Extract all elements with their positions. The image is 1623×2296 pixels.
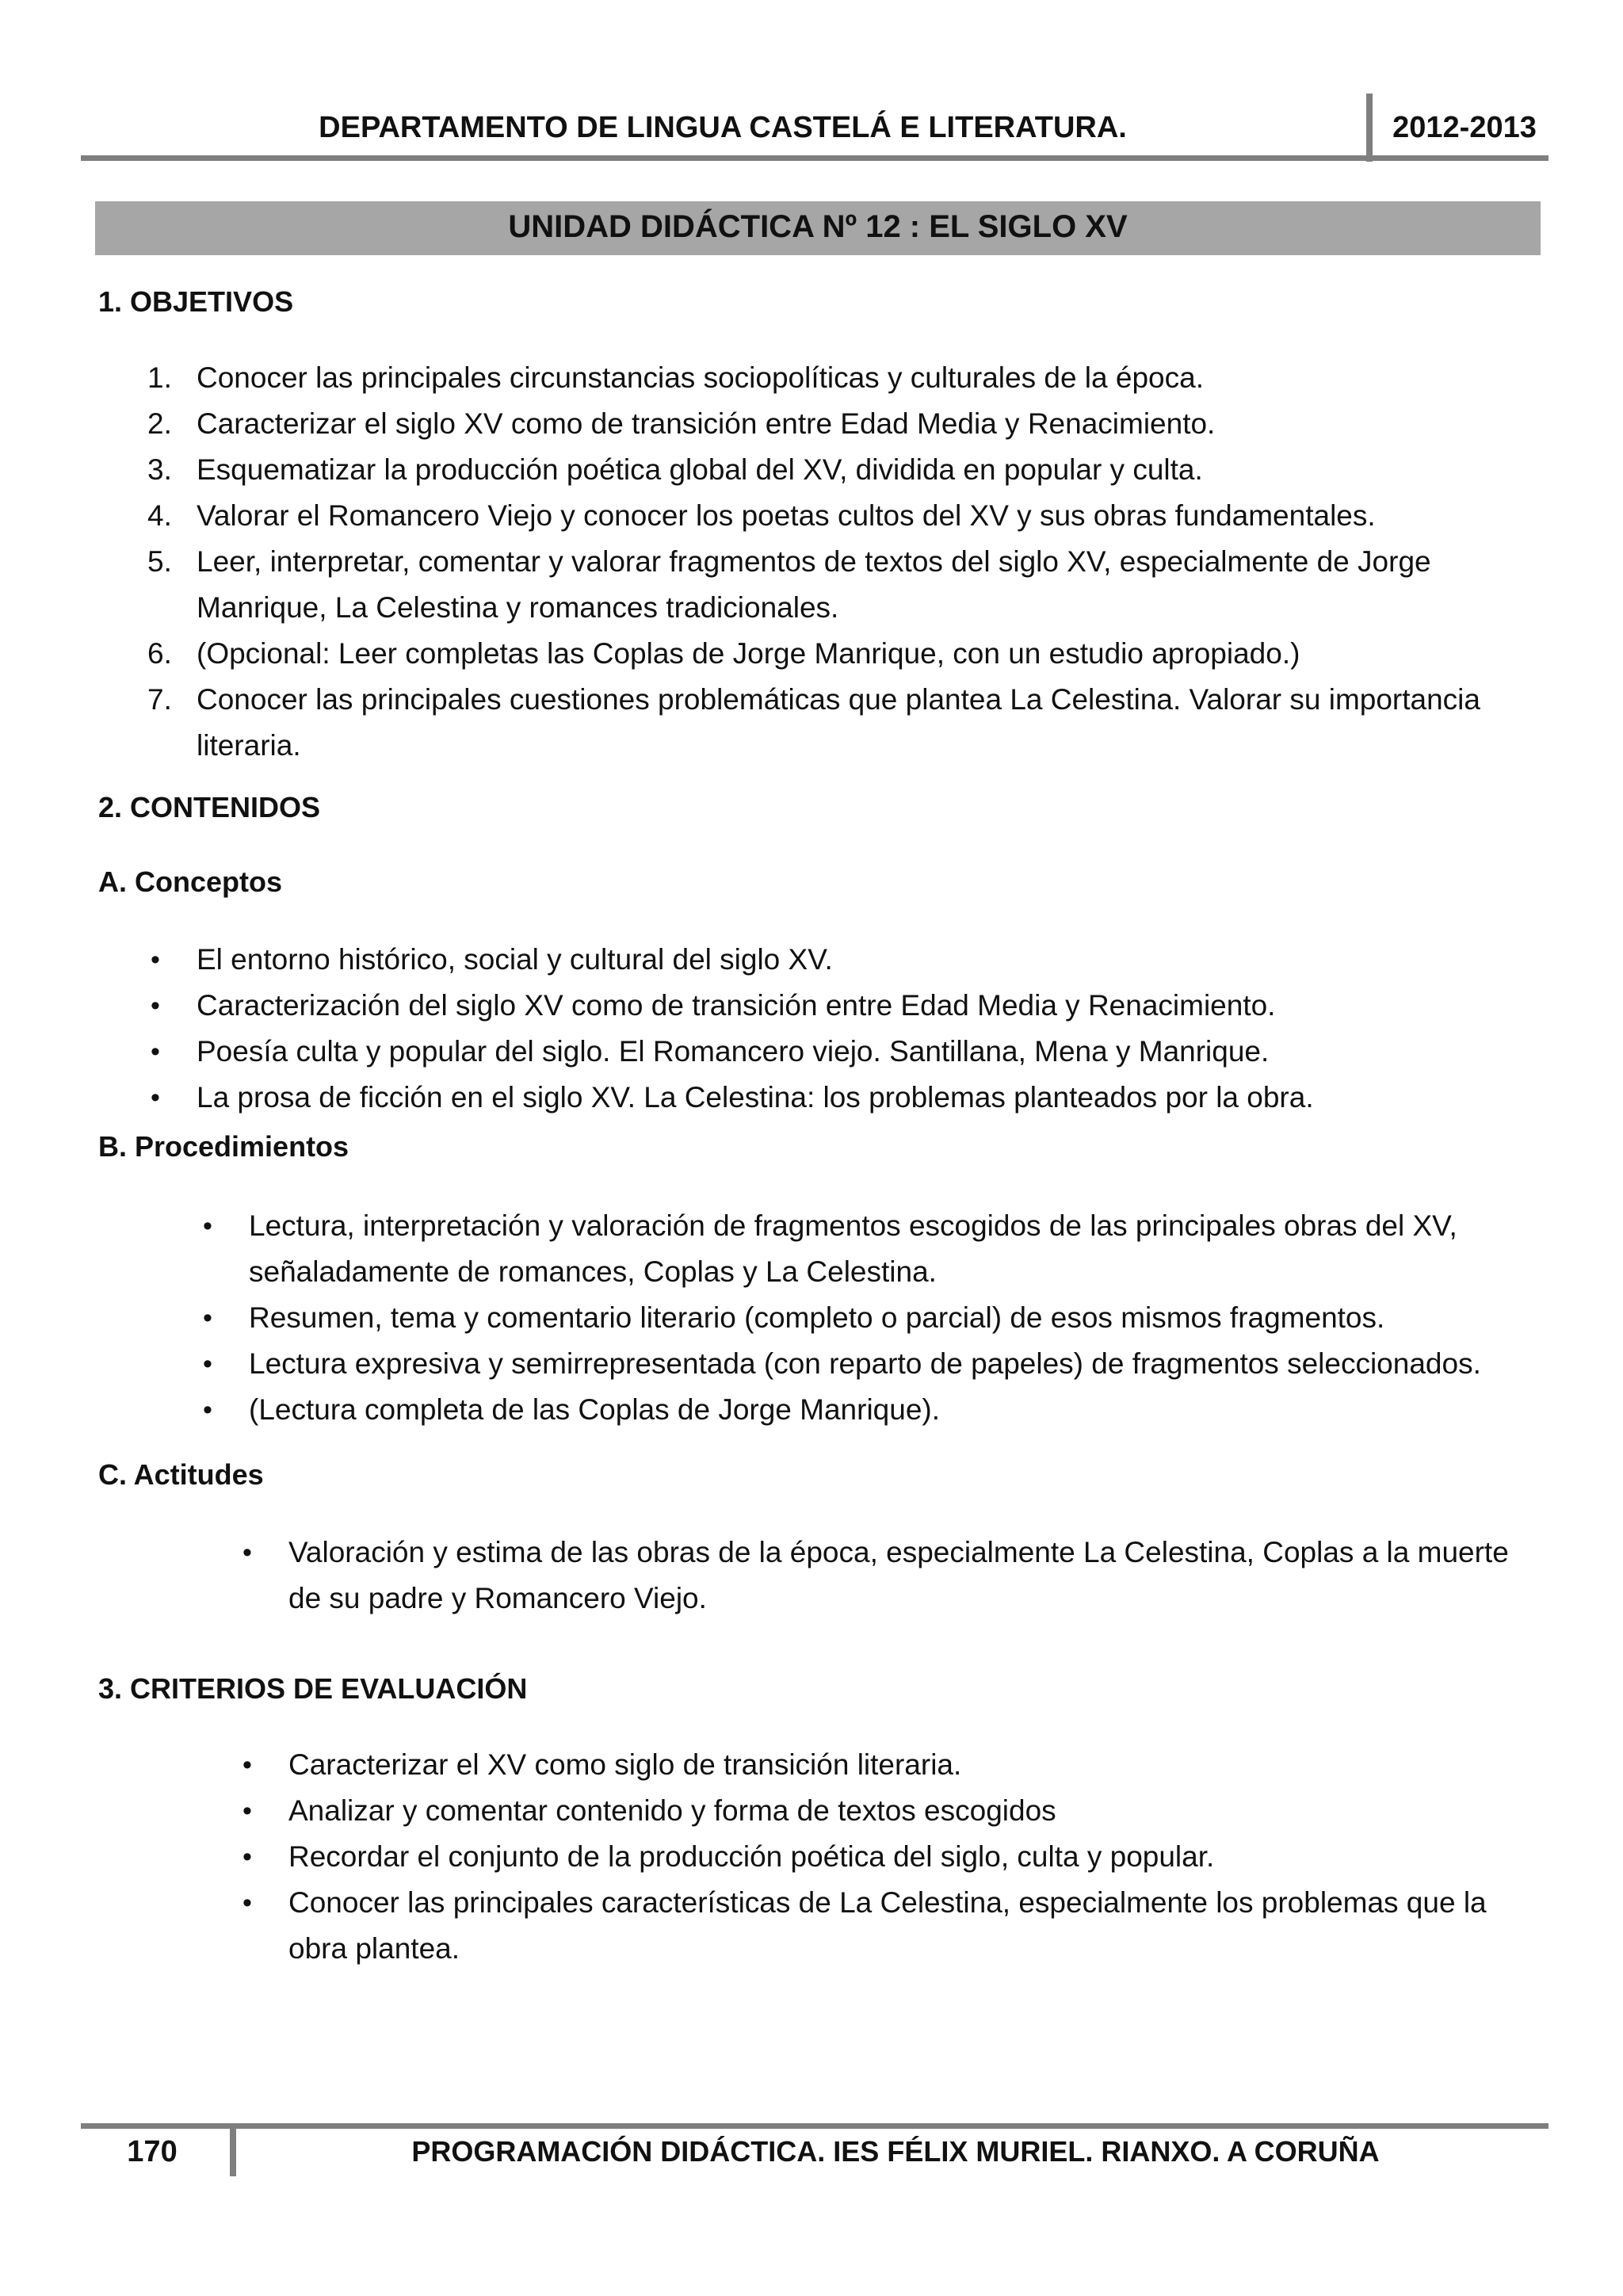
item-text: Conocer las principales características de La Celestina, especialmente los problemas que la obra plantea. <box>288 1886 1487 1965</box>
list-item <box>147 493 1542 539</box>
list-item <box>147 983 1542 1029</box>
item-text: Lectura, interpretación y valoración de fragmentos escogidos de las principales obras del XV, señaladamente de romances, Coplas y La Celestina. <box>249 1209 1457 1288</box>
conceptos-heading: A. Conceptos <box>98 865 283 898</box>
procedimientos-heading: B. Procedimientos <box>98 1130 349 1163</box>
list-item <box>147 1075 1542 1121</box>
bullet-icon: • <box>242 1842 252 1872</box>
item-text: Resumen, tema y comentario literario (completo o parcial) de esos mismos fragmentos. <box>249 1301 1385 1334</box>
bullet-icon: • <box>151 1083 160 1113</box>
bullet-icon: • <box>242 1796 252 1826</box>
list-item <box>239 1834 1547 1880</box>
footer-text: PROGRAMACIÓN DIDÁCTICA. IES FÉLIX MURIEL. RIANXO. A CORUÑA <box>411 2135 1380 2168</box>
list-item <box>147 937 1542 983</box>
header-divider <box>1366 94 1373 162</box>
bullet-icon: • <box>242 1538 252 1568</box>
unit-title: UNIDAD DIDÁCTICA Nº 12 : EL SIGLO XV <box>508 209 1128 244</box>
item-number: 3. <box>147 453 172 486</box>
list-item <box>200 1387 1547 1433</box>
item-text: Valorar el Romancero Viejo y conocer los poetas cultos del XV y sus obras fundamentales. <box>197 499 1376 532</box>
item-text: Caracterización del siglo XV como de transición entre Edad Media y Renacimiento. <box>197 989 1276 1022</box>
item-text: (Opcional: Leer completas las Coplas de Jorge Manrique, con un estudio apropiado.) <box>197 637 1300 670</box>
item-number: 6. <box>147 637 172 670</box>
bullet-icon: • <box>151 991 160 1021</box>
bullet-icon: • <box>151 1037 160 1067</box>
item-text: (Lectura completa de las Coplas de Jorge Manrique). <box>249 1393 941 1426</box>
bullet-icon: • <box>203 1349 212 1379</box>
item-text: Conocer las principales cuestiones problemáticas que plantea La Celestina. Valorar su importancia literaria. <box>197 683 1480 762</box>
footer-divider <box>230 2129 236 2176</box>
school-year: 2012-2013 <box>1392 111 1537 144</box>
item-text: Lectura expresiva y semirrepresentada (con reparto de papeles) de fragmentos seleccionados. <box>249 1347 1481 1380</box>
item-number: 2. <box>147 407 172 440</box>
page-header <box>81 94 1549 162</box>
bullet-icon: • <box>203 1395 212 1425</box>
actitudes-heading: C. Actitudes <box>98 1458 264 1491</box>
list-item <box>147 631 1542 677</box>
item-text: La prosa de ficción en el siglo XV. La Celestina: los problemas planteados por la obra. <box>197 1081 1314 1114</box>
objetivos-heading: 1. OBJETIVOS <box>98 285 294 318</box>
department-title: DEPARTAMENTO DE LINGUA CASTELÁ E LITERATURA. <box>319 111 1127 144</box>
item-text: Conocer las principales circunstancias sociopolíticas y culturales de la época. <box>197 361 1204 394</box>
item-text: Poesía culta y popular del siglo. El Romancero viejo. Santillana, Mena y Manrique. <box>197 1035 1270 1068</box>
list-item <box>147 401 1542 447</box>
list-item <box>239 1742 1547 1788</box>
item-number: 5. <box>147 545 172 578</box>
list-item <box>200 1295 1547 1341</box>
item-text: Esquematizar la producción poética global del XV, dividida en popular y culta. <box>197 453 1203 486</box>
criterios-heading: 3. CRITERIOS DE EVALUACIÓN <box>98 1672 528 1705</box>
item-number: 1. <box>147 361 172 394</box>
list-item <box>200 1203 1547 1295</box>
list-item <box>147 677 1542 769</box>
item-text: El entorno histórico, social y cultural del siglo XV. <box>197 943 833 976</box>
objetivos-list <box>147 355 1542 769</box>
list-item <box>239 1530 1547 1622</box>
bullet-icon: • <box>242 1750 252 1780</box>
bullet-icon: • <box>203 1211 212 1241</box>
page-number: 170 <box>127 2135 178 2168</box>
actitudes-list <box>239 1530 1547 1622</box>
contenidos-heading: 2. CONTENIDOS <box>98 791 321 823</box>
list-item <box>147 355 1542 401</box>
item-text: Valoración y estima de las obras de la época, especialmente La Celestina, Coplas a la muerte de su padre y Romancero Viejo. <box>288 1536 1509 1614</box>
list-item <box>200 1341 1547 1387</box>
item-text: Recordar el conjunto de la producción poética del siglo, culta y popular. <box>288 1840 1215 1873</box>
item-text: Caracterizar el siglo XV como de transición entre Edad Media y Renacimiento. <box>197 407 1216 440</box>
bullet-icon: • <box>203 1303 212 1333</box>
item-number: 7. <box>147 683 172 716</box>
item-text: Caracterizar el XV como siglo de transición literaria. <box>288 1748 962 1781</box>
item-text: Analizar y comentar contenido y forma de textos escogidos <box>288 1794 1056 1827</box>
conceptos-list <box>147 937 1542 1121</box>
criterios-list <box>239 1742 1547 1972</box>
item-text: Leer, interpretar, comentar y valorar fragmentos de textos del siglo XV, especialmente de Jorge Manrique, La Celestina y romances tradicionales. <box>197 545 1431 624</box>
list-item <box>147 539 1542 631</box>
list-item <box>147 447 1542 493</box>
procedimientos-list <box>200 1203 1547 1433</box>
bullet-icon: • <box>151 945 160 975</box>
unit-title-bar <box>95 201 1541 255</box>
header-rule <box>81 155 1549 161</box>
list-item <box>239 1880 1547 1972</box>
list-item <box>239 1788 1547 1834</box>
list-item <box>147 1029 1542 1075</box>
footer-rule <box>81 2123 1549 2129</box>
bullet-icon: • <box>242 1888 252 1918</box>
item-number: 4. <box>147 499 172 532</box>
